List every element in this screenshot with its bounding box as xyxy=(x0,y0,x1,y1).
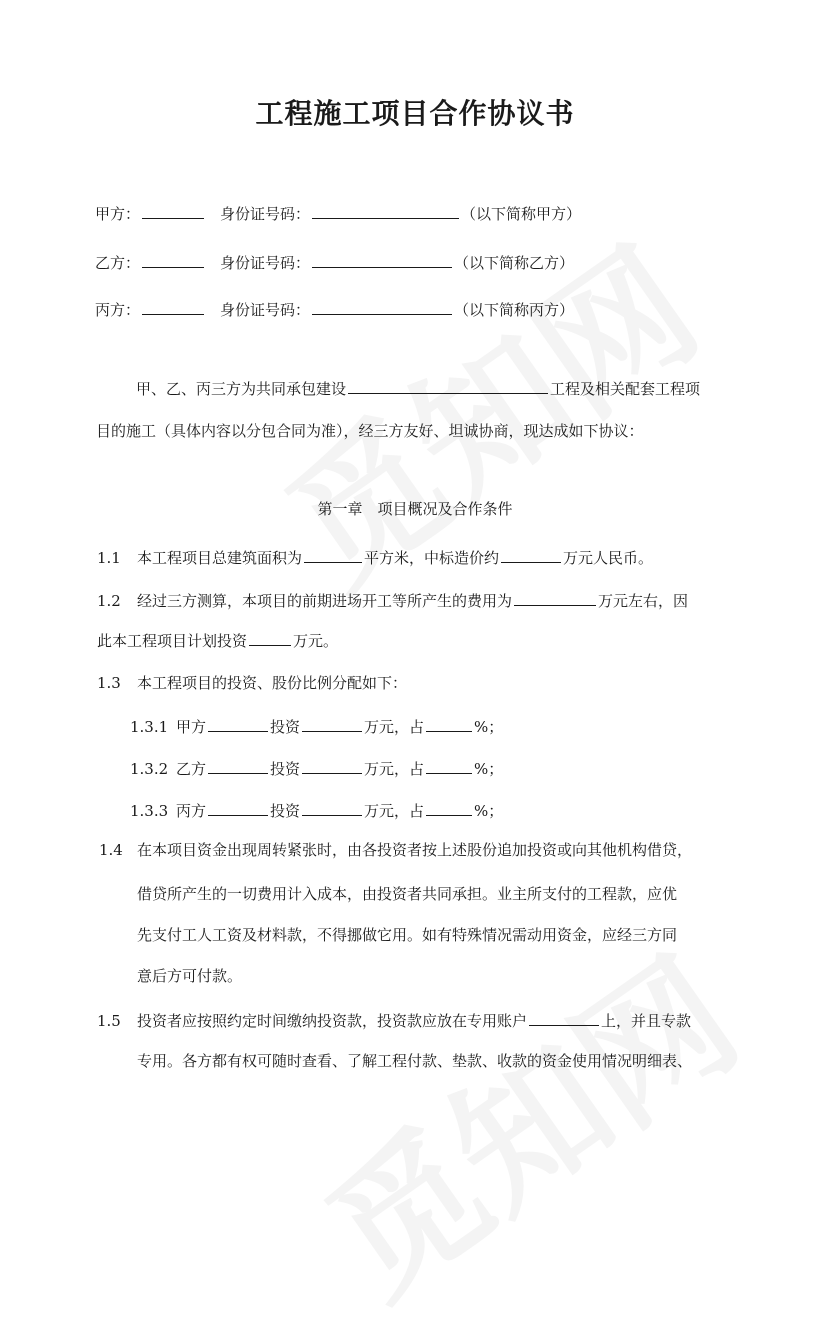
party-label: 甲方： xyxy=(95,205,141,223)
percent-blank[interactable] xyxy=(426,758,472,774)
party-line-b xyxy=(95,252,574,273)
party-suffix: （以下简称甲方） xyxy=(461,205,582,223)
clause-number: 1.4 xyxy=(99,841,123,859)
intro-text: 甲、乙、丙三方为共同承包建设 xyxy=(136,380,347,398)
amount-blank[interactable] xyxy=(302,716,362,732)
invest-label: 投资 xyxy=(270,718,301,736)
party-suffix: （以下简称丙方） xyxy=(454,301,575,319)
id-blank[interactable] xyxy=(312,203,459,219)
party-blank[interactable] xyxy=(208,716,268,732)
clause-1-4-line3: 先支付工人工资及材料款，不得挪做它用。如有特殊情况需动用资金，应经三方同 xyxy=(137,926,678,944)
amount-blank[interactable] xyxy=(302,758,362,774)
invest-label: 投资 xyxy=(270,760,301,778)
document-title: 工程施工项目合作协议书 xyxy=(255,97,575,130)
id-label: 身份证号码： xyxy=(220,254,311,272)
percent-blank[interactable] xyxy=(426,716,472,732)
clause-number: 1.2 xyxy=(97,592,121,610)
unit-label: 万元，占 xyxy=(364,718,425,736)
clause-1-4-line4: 意后方可付款。 xyxy=(137,967,243,985)
clause-number: 1.3.2 xyxy=(130,760,169,778)
name-blank[interactable] xyxy=(142,299,204,315)
unit-label: 万元，占 xyxy=(364,760,425,778)
party-suffix: （以下简称乙方） xyxy=(454,254,575,272)
clause-1-3-1 xyxy=(130,716,503,737)
clause-text: 经过三方测算，本项目的前期进场开工等所产生的费用为 xyxy=(137,592,513,610)
price-blank[interactable] xyxy=(501,547,561,563)
intro-line-2: 目的施工（具体内容以分包合同为准），经三方友好、坦诚协商，现达成如下协议： xyxy=(96,422,644,440)
name-blank[interactable] xyxy=(142,203,204,219)
clause-1-2 xyxy=(97,590,688,611)
clause-text: 在本项目资金出现周转紧张时，由各投资者按上述股份追加投资或向其他机构借贷， xyxy=(137,841,693,859)
percent-blank[interactable] xyxy=(426,800,472,816)
project-name-blank[interactable] xyxy=(348,378,548,394)
clause-1-1 xyxy=(97,547,653,568)
investment-blank[interactable] xyxy=(249,630,291,646)
clause-text: 万元人民币。 xyxy=(563,549,654,567)
clause-text: 此本工程项目计划投资 xyxy=(97,632,248,650)
percent-label: %； xyxy=(474,718,504,736)
id-blank[interactable] xyxy=(312,299,452,315)
cost-blank[interactable] xyxy=(514,590,596,606)
party-name: 乙方 xyxy=(176,760,207,778)
clause-number: 1.1 xyxy=(97,549,121,567)
clause-number: 1.3 xyxy=(97,674,121,692)
clause-1-4-line2: 借贷所产生的一切费用计入成本，由投资者共同承担。业主所支付的工程款，应优 xyxy=(137,885,678,903)
percent-label: %； xyxy=(474,802,504,820)
clause-text: 本工程项目总建筑面积为 xyxy=(137,549,303,567)
amount-blank[interactable] xyxy=(302,800,362,816)
clause-1-3-3 xyxy=(130,800,503,821)
clause-text: 万元。 xyxy=(293,632,339,650)
chapter-heading: 第一章 项目概况及合作条件 xyxy=(317,500,513,518)
invest-label: 投资 xyxy=(270,802,301,820)
party-label: 乙方： xyxy=(95,254,141,272)
clause-text: 万元左右，因 xyxy=(598,592,689,610)
party-name: 丙方 xyxy=(176,802,207,820)
unit-label: 万元，占 xyxy=(364,802,425,820)
clause-text: 上，并且专款 xyxy=(601,1012,692,1030)
clause-1-5-line2: 专用。各方都有权可随时查看、了解工程付款、垫款、收款的资金使用情况明细表、 xyxy=(137,1052,693,1070)
clause-1-4 xyxy=(99,840,692,860)
clause-text: 投资者应按照约定时间缴纳投资款，投资款应放在专用账户 xyxy=(137,1012,528,1030)
id-blank[interactable] xyxy=(312,252,452,268)
clause-number: 1.3.3 xyxy=(130,802,169,820)
clause-text: 平方米，中标造价约 xyxy=(364,549,500,567)
party-blank[interactable] xyxy=(208,758,268,774)
account-blank[interactable] xyxy=(529,1010,599,1026)
clause-1-3-2 xyxy=(130,758,503,779)
clause-number: 1.5 xyxy=(97,1012,121,1030)
clause-1-3 xyxy=(97,673,407,693)
clause-1-5 xyxy=(97,1010,691,1031)
intro-line-1 xyxy=(136,378,700,399)
percent-label: %； xyxy=(474,760,504,778)
watermark xyxy=(279,900,772,1335)
clause-number: 1.3.1 xyxy=(130,718,169,736)
intro-text: 工程及相关配套工程项 xyxy=(550,380,701,398)
party-line-c xyxy=(95,299,574,320)
name-blank[interactable] xyxy=(142,252,204,268)
party-blank[interactable] xyxy=(208,800,268,816)
party-line-a xyxy=(95,203,581,224)
party-name: 甲方 xyxy=(176,718,207,736)
party-label: 丙方： xyxy=(95,301,141,319)
clause-1-2-cont xyxy=(97,630,338,651)
area-blank[interactable] xyxy=(304,547,362,563)
id-label: 身份证号码： xyxy=(220,301,311,319)
id-label: 身份证号码： xyxy=(220,205,311,223)
clause-text: 本工程项目的投资、股份比例分配如下： xyxy=(137,674,408,692)
